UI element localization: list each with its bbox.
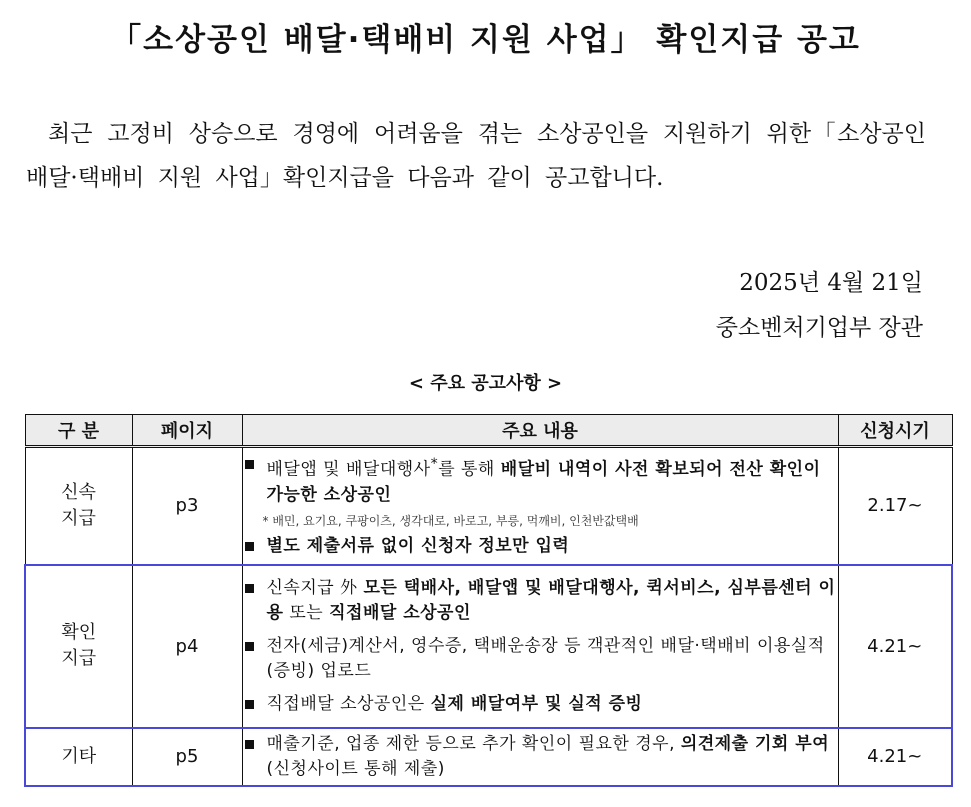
square-bullet-icon <box>245 700 254 709</box>
header-period: 신청시기 <box>838 415 952 447</box>
category-cell <box>25 565 132 728</box>
category-label-line2: 지급 <box>61 648 97 669</box>
content-cell <box>242 447 838 565</box>
content-cell <box>242 565 838 728</box>
content-bullet: 매출기준, 업종 제한 등으로 추가 확인이 필요한 경우, 의견제출 기회 부여(신청사이트 통해 제출) <box>243 732 838 782</box>
category-label-line2: 지급 <box>61 507 96 529</box>
notice-date: 2025년 4월 21일 <box>739 270 923 296</box>
square-bullet-icon <box>245 740 254 749</box>
period-cell: 4.21~ <box>838 565 952 728</box>
intro-paragraph <box>26 112 926 200</box>
page-title: 「소상공인 배달·택배비 지원 사업」 확인지급 공고 <box>110 22 861 58</box>
period-cell: 4.21~ <box>838 728 952 786</box>
table-caption: < 주요 공고사항 > <box>408 373 563 394</box>
content-cell <box>242 728 838 786</box>
content-bullet: 배달앱 및 배달대행사*를 통해 배달비 내역이 사전 확보되어 전산 확인이 가능한 소상공인 <box>243 452 838 508</box>
square-bullet-icon <box>245 584 254 593</box>
square-bullet-icon <box>245 542 254 551</box>
table-header-row <box>25 415 952 447</box>
content-bullet: 직접배달 소상공인은 실제 배달여부 및 실적 증빙 <box>243 692 838 717</box>
table-row-other <box>25 728 952 786</box>
category-label-line1: 확인 <box>61 622 97 643</box>
notice-table <box>24 414 953 787</box>
footnote: * 배민, 요기요, 쿠팡이츠, 생각대로, 바로고, 부릉, 먹깨비, 인천반값택배 <box>262 514 639 529</box>
period-cell: 2.17~ <box>838 447 952 565</box>
square-bullet-icon <box>245 460 254 469</box>
intro-text: 최근 고정비 상승으로 경영에 어려움을 겪는 소상공인을 지원하기 위한「소상공인 배달·택배비 지원 사업」확인지급을 다음과 같이 공고합니다. <box>26 121 926 191</box>
category-cell <box>25 447 132 565</box>
table-row-fast-payment <box>25 447 952 565</box>
content-bullet: 전자(세금)계산서, 영수증, 택배운송장 등 객관적인 배달·택배비 이용실적(증빙) 업로드 <box>243 634 838 684</box>
header-page: 페이지 <box>132 415 242 447</box>
signatory: 중소벤처기업부 장관 <box>715 315 923 341</box>
header-content: 주요 내용 <box>242 415 838 447</box>
page-cell: p3 <box>132 447 242 565</box>
square-bullet-icon <box>245 642 254 651</box>
category-cell: 기타 <box>25 728 132 786</box>
page-cell: p4 <box>132 565 242 728</box>
table-row-confirm-payment <box>25 565 952 728</box>
content-bullet: 신속지급 外 모든 택배사, 배달앱 및 배달대행사, 퀵서비스, 심부름센터 이용 또는 직접배달 소상공인 <box>243 576 838 626</box>
header-category: 구 분 <box>25 415 132 447</box>
category-label-line1: 신속 <box>61 481 96 503</box>
page-cell: p5 <box>132 728 242 786</box>
content-bullet: 별도 제출서류 없이 신청자 정보만 입력 <box>243 534 838 559</box>
